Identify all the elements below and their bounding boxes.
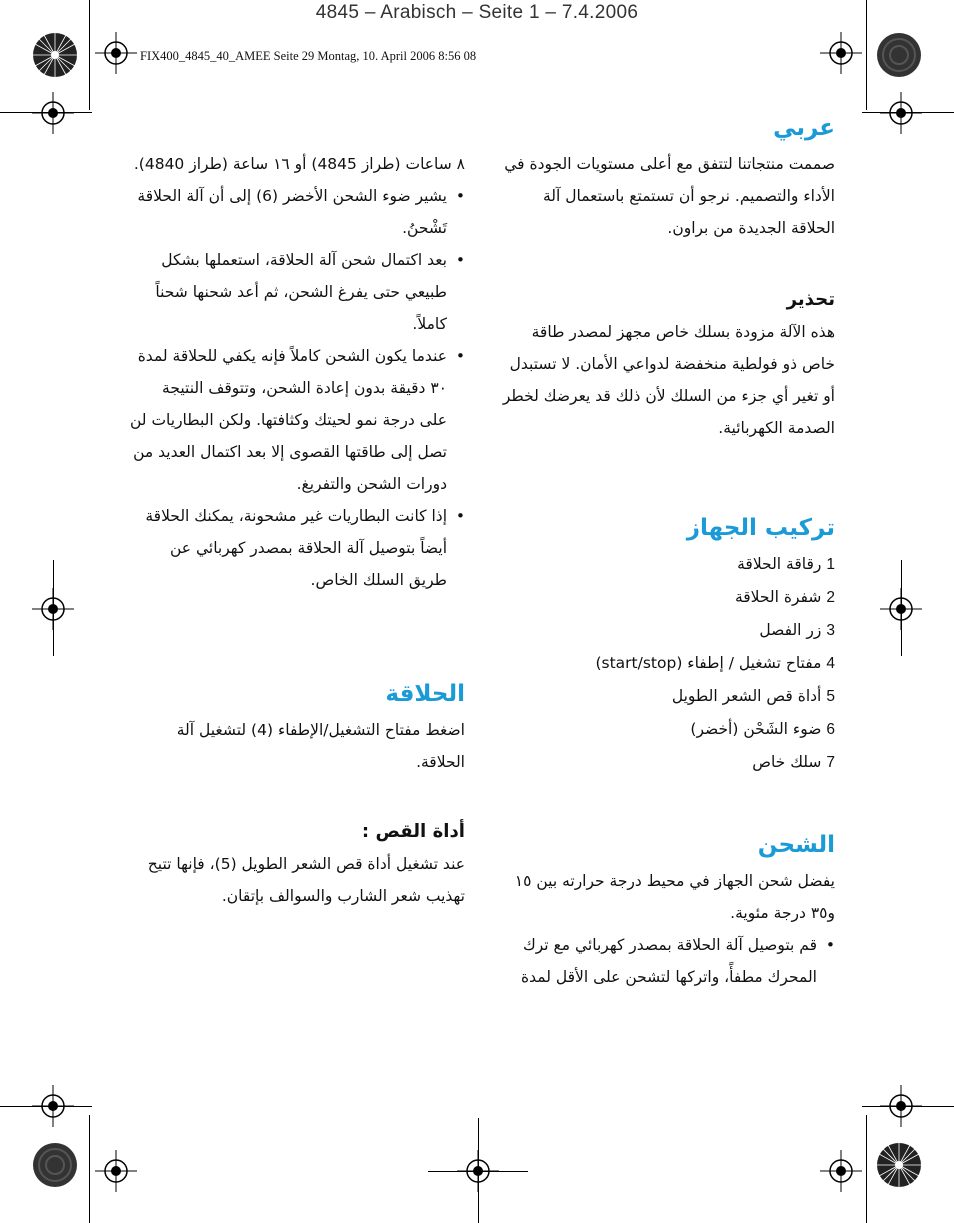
parts-list-item	[495, 647, 835, 680]
parts-list-item	[495, 581, 835, 614]
part-number: 3	[826, 622, 835, 639]
part-label: سلك خاص	[752, 753, 822, 771]
part-label: مفتاح تشغيل / إطفاء (start/stop)	[595, 654, 822, 672]
print-slug: FIX400_4845_40_AMEE Seite 29 Montag, 10. April 2006 8:56 08	[140, 49, 477, 63]
part-label: شفرة الحلاقة	[734, 588, 822, 606]
part-label: أداة قص الشعر الطويل	[671, 687, 822, 705]
parts-list-item	[495, 548, 835, 581]
parts-list-item	[495, 680, 835, 713]
crosshair-icon	[32, 92, 74, 134]
part-number: 2	[826, 589, 835, 606]
warning-text: هذه الآلة مزودة بسلك خاص مجهز لمصدر طاقة خاص ذو فولطية منخفضة لدواعي الأمان. لا تستبدل أو تغير أي جزء من السلك لأن ذلك قد يعرضك لخطر الصدمة الكهربائية.	[502, 323, 835, 437]
charging-bullet: • قم بتوصيل آلة الحلاقة بمصدر كهربائي مع ترك المحرك مطفأً، واتركها لتشحن على الأقل لمدة	[495, 929, 835, 993]
continuation-text: ٨ ساعات (طراز 4845) أو ١٦ ساعة (طراز 4840).	[133, 155, 465, 173]
crosshair-icon	[820, 32, 862, 74]
parts-heading: تركيب الجهاز	[686, 515, 835, 541]
crop-line	[89, 1115, 90, 1223]
part-number: 6	[826, 721, 835, 738]
registration-disc-icon	[32, 1142, 78, 1188]
crop-line	[53, 560, 54, 656]
left-column	[130, 148, 465, 912]
part-label: زر الفصل	[759, 621, 822, 639]
crop-line	[866, 1115, 867, 1223]
crop-line	[89, 0, 90, 110]
parts-list-item	[495, 713, 835, 746]
intro-heading: عربي	[773, 115, 835, 141]
charging-bullets	[495, 929, 835, 993]
trimmer-heading: أداة القص :	[361, 821, 465, 842]
charging-note: • يشير ضوء الشحن الأخضر (6) إلى أن آلة الحلاقة تَشْحنُ.	[130, 180, 465, 244]
part-number: 5	[826, 688, 835, 705]
page-header-line: 4845 – Arabisch – Seite 1 – 7.4.2006	[315, 2, 639, 23]
warning-heading: تحذير	[786, 289, 835, 310]
part-number: 7	[826, 754, 835, 771]
parts-list-item	[495, 746, 835, 779]
charging-note: • عندما يكون الشحن كاملاً فإنه يكفي للحلاقة لمدة ٣٠ دقيقة بدون إعادة الشحن، وتتوقف النتيجة على درجة نمو لحيتك وكثافتها. ولكن البطاريات لن تصل إلى طاقتها القصوى إلا بعد اكتمال العديد من دورات الشحن والتفريغ.	[130, 340, 465, 500]
crop-line	[478, 1118, 479, 1223]
crosshair-icon	[880, 92, 922, 134]
trimmer-text: عند تشغيل أداة قص الشعر الطويل (5)، فإنها تتيح تهذيب شعر الشارب والسوالف بإتقان.	[147, 855, 465, 905]
crop-line	[866, 0, 867, 110]
registration-disc-icon	[876, 32, 922, 78]
part-number: 4	[826, 655, 835, 672]
shaving-heading: الحلاقة	[385, 681, 465, 707]
intro-text: صممت منتجاتنا لتتفق مع أعلى مستويات الجودة في الأداء والتصميم. نرجو أن تستمتع باستعمال آلة الحلاقة الجديدة من براون.	[504, 155, 835, 237]
crosshair-icon	[880, 1085, 922, 1127]
charging-heading: الشحن	[757, 832, 835, 858]
crop-line	[901, 560, 902, 656]
right-column	[495, 108, 835, 993]
crosshair-icon	[95, 1150, 137, 1192]
charging-text: يفضل شحن الجهاز في محيط درجة حرارته بين ١٥ و٣٥ درجة مئوية.	[514, 872, 835, 922]
parts-list	[495, 548, 835, 779]
crosshair-icon	[32, 1085, 74, 1127]
shaving-text: اضغط مفتاح التشغيل/الإطفاء (4) لتشغيل آلة الحلاقة.	[176, 721, 465, 771]
parts-list-item	[495, 614, 835, 647]
registration-disc-icon	[32, 32, 78, 78]
crosshair-icon	[820, 1150, 862, 1192]
crosshair-icon	[95, 32, 137, 74]
registration-disc-icon	[876, 1142, 922, 1188]
part-label: رقاقة الحلاقة	[737, 555, 822, 573]
charging-note: • إذا كانت البطاريات غير مشحونة، يمكنك الحلاقة أيضاً بتوصيل آلة الحلاقة بمصدر كهربائي عن طريق السلك الخاص.	[130, 500, 465, 596]
part-number: 1	[826, 556, 835, 573]
charging-notes-list	[130, 180, 465, 596]
part-label: ضوء الشَحْن (أخضر)	[690, 720, 822, 738]
charging-note: • بعد اكتمال شحن آلة الحلاقة، استعملها بشكل طبيعي حتى يفرغ الشحن، ثم أعد شحنها شحناً كاملاً.	[130, 244, 465, 340]
